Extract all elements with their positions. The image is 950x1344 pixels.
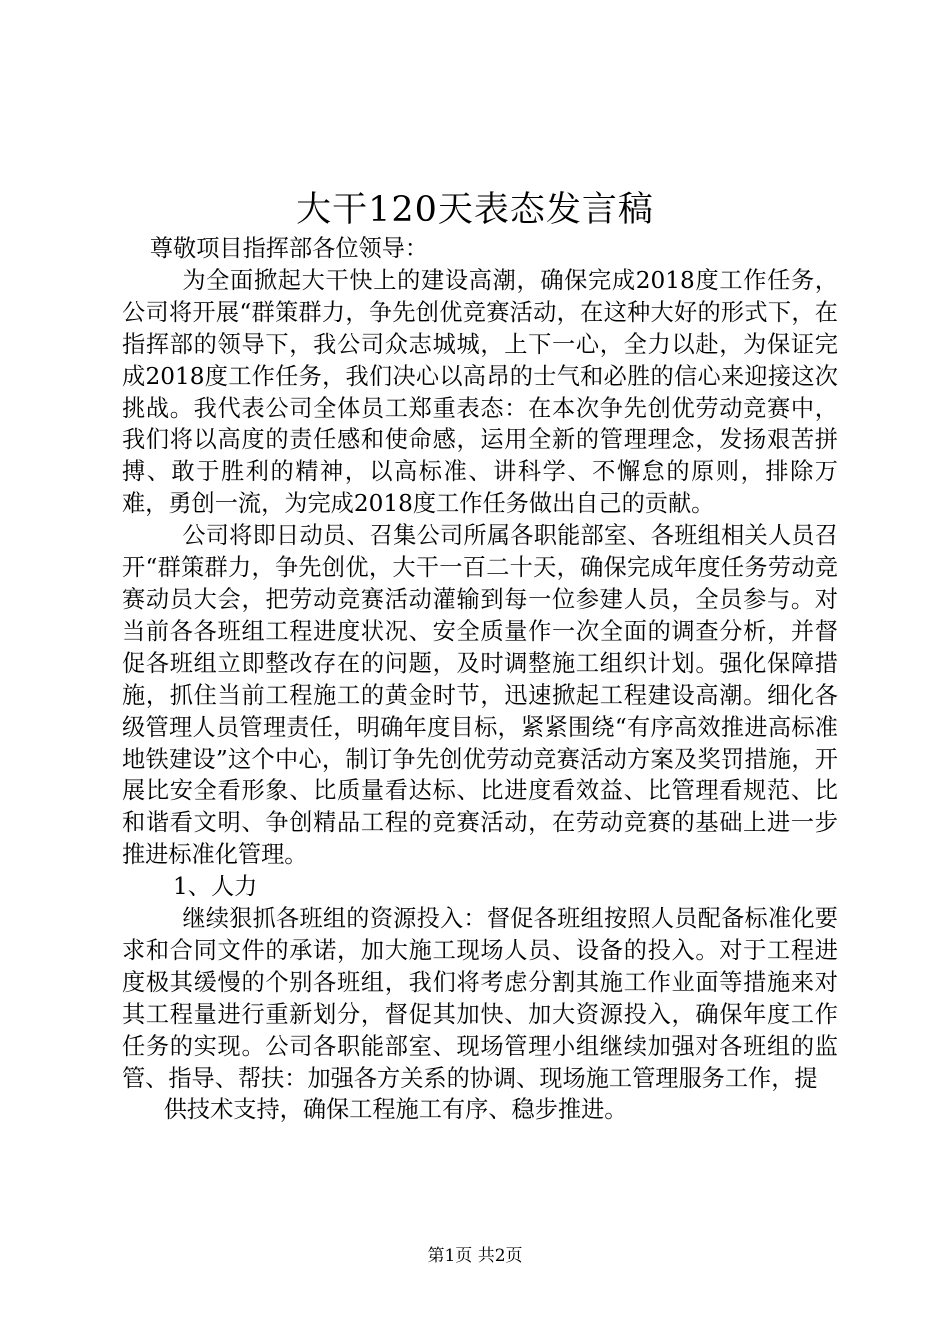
salutation: 尊敬项目指挥部各位领导： (149, 235, 429, 262)
document-title: 大干120天表态发言稿 (296, 190, 654, 230)
continuation-paragraph: 供技术支持，确保工程施工有序、稳步推进。 (163, 1096, 628, 1124)
section-paragraph: 继续狠抓各班组的资源投入：督促各班组按照人员配备标准化要求和合同文件的承诺，加大施工现场人员、设备的投入。对于工程进度极其缓慢的个别各班组，我们将考虑分割其施工作业面等措施来对其工程量进行重新划分，督促其加快、加大资源投入，确保年度工作任务的实现。公司各职能部室、现场管理小组继续加强对各班组的监管、指导、帮扶：加强各方关系的协调、现场施工管理服务工作，提 (122, 905, 838, 1092)
document-body (122, 233, 838, 1126)
paragraph-2: 公司将即日动员、召集公司所属各职能部室、各班组相关人员召开“群策群力，争先创优，大干一百二十天，确保完成年度任务劳动竞赛动员大会，把劳动竞赛活动灌输到每一位参建人员，全员参与。对当前各各班组工程进度状况、安全质量作一次全面的调查分析，并督促各班组立即整改存在的问题，及时调整施工组织计划。强化保障措施，抓住当前工程施工的黄金时节，迅速掀起工程建设高潮。细化各级管理人员管理责任，明确年度目标，紧紧围绕“有序高效推进高标准地铁建设”这个中心，制订争先创优劳动竞赛活动方案及奖罚措施，开展比安全看形象、比质量看达标、比进度看效益、比管理看规范、比和谐看文明、争创精品工程的竞赛活动，在劳动竞赛的基础上进一步推进标准化管理。 (122, 522, 838, 869)
paragraph-1: 为全面掀起大干快上的建设高潮，确保完成2018度工作任务，公司将开展“群策群力，争先创优竞赛活动，在这种大好的形式下，在指挥部的领导下，我公司众志城城，上下一心，全力以赴，为保证完成2018度工作任务，我们决心以高昂的士气和必胜的信心来迎接这次挑战。我代表公司全体员工郑重表态：在本次争先创优劳动竞赛中，我们将以高度的责任感和使命感，运用全新的管理理念，发扬艰苦拼搏、敢于胜利的精神，以高标准、讲科学、不懈怠的原则，排除万难，勇创一流，为完成2018度工作任务做出自己的贡献。 (122, 266, 838, 518)
section-heading: 1、人力 (173, 873, 258, 901)
page-footer: 第1页 共2页 (427, 1246, 523, 1266)
